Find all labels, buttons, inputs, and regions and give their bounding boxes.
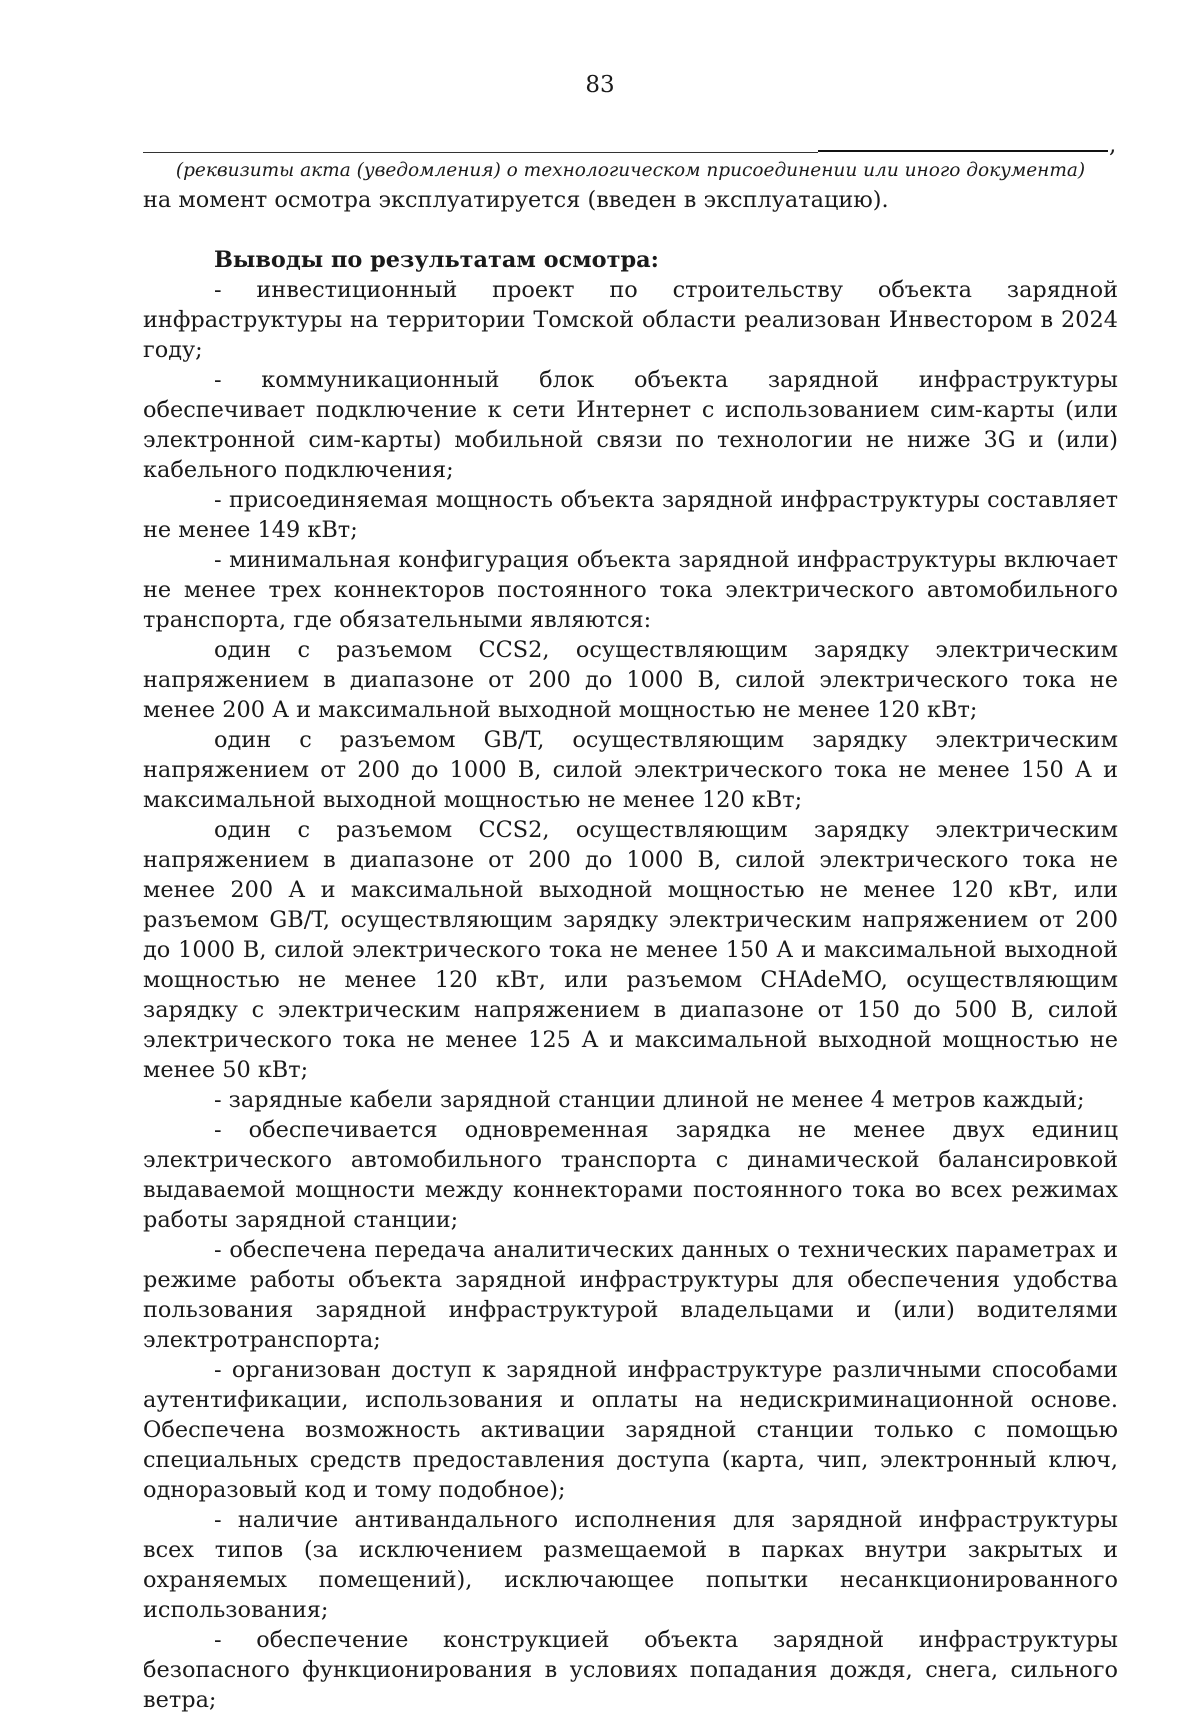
paragraph: - зарядные кабели зарядной станции длиной не менее 4 метров каждый; xyxy=(214,1087,1085,1113)
requisites-comma: , xyxy=(1109,132,1117,158)
document-body xyxy=(143,185,1118,1715)
section-heading: Выводы по результатам осмотра: xyxy=(214,247,659,273)
paragraph: - обеспечивается одновременная зарядка не менее двух единиц электрического автомобильного транспорта с динамической балансировкой выдаваемой мощности между коннекторами постоянного тока во всех режимах работы зарядной станции; xyxy=(143,1117,1118,1233)
paragraph: один с разъемом CCS2, осуществляющим зарядку электрическим напряжением в диапазоне от 200 до 1000 В, силой электрического тока не менее 200 А и максимальной выходной мощностью не менее 120 кВт, или разъемом GB/T, осуществляющим зарядку электрическим напряжением от 200 до 1000 В, силой электрического тока не менее 150 А и максимальной выходной мощностью не менее 120 кВт, или разъемом CHAdeMO, осуществляющим зарядку с электрическим напряжением в диапазоне от 150 до 500 В, силой электрического тока не менее 125 А и максимальной выходной мощностью не менее 50 кВт; xyxy=(143,817,1118,1083)
page-number: 83 xyxy=(585,72,615,98)
paragraph: - обеспечение конструкцией объекта зарядной инфраструктуры безопасного функционирования в условиях попадания дождя, снега, сильного ветра; xyxy=(143,1627,1118,1713)
paragraph: один с разъемом GB/T, осуществляющим зарядку электрическим напряжением от 200 до 1000 В, силой электрического тока не менее 150 А и максимальной выходной мощностью не менее 120 кВт; xyxy=(143,727,1118,813)
requisites-blank-line xyxy=(143,132,1118,158)
intro-line: на момент осмотра эксплуатируется (введен в эксплуатацию). xyxy=(143,187,889,213)
paragraph: - присоединяемая мощность объекта зарядной инфраструктуры составляет не менее 149 кВт; xyxy=(143,487,1118,543)
paragraph: - коммуникационный блок объекта зарядной инфраструктуры обеспечивает подключение к сети Интернет с использованием сим-карты (или электронной сим-карты) мобильной связи по технологии не ниже 3G и (или) кабельного подключения; xyxy=(143,367,1118,483)
paragraph: - наличие антивандального исполнения для зарядной инфраструктуры всех типов (за исключением размещаемой в парках внутри закрытых и охраняемых помещений), исключающее попытки несанкционированного использования; xyxy=(143,1507,1118,1623)
paragraph: - инвестиционный проект по строительству объекта зарядной инфраструктуры на территории Томской области реализован Инвестором в 2024 году; xyxy=(143,277,1118,363)
paragraph: - обеспечена передача аналитических данных о технических параметрах и режиме работы объекта зарядной инфраструктуры для обеспечения удобства пользования зарядной инфраструктурой владельцами и (или) водителями электротранспорта; xyxy=(143,1237,1118,1353)
paragraph: один с разъемом CCS2, осуществляющим зарядку электрическим напряжением в диапазоне от 200 до 1000 В, силой электрического тока не менее 200 А и максимальной выходной мощностью не менее 120 кВт; xyxy=(143,637,1118,723)
requisites-underline-filled xyxy=(818,150,1108,152)
requisites-caption: (реквизиты акта (уведомления) о технологическом присоединении или иного документа) xyxy=(175,160,1086,181)
paragraph: - минимальная конфигурация объекта зарядной инфраструктуры включает не менее трех коннекторов постоянного тока электрического автомобильного транспорта, где обязательными являются: xyxy=(143,547,1118,633)
requisites-underline xyxy=(143,152,818,153)
paragraph: - организован доступ к зарядной инфраструктуре различными способами аутентификации, использования и оплаты на недискриминационной основе. Обеспечена возможность активации зарядной станции только с помощью специальных средств предоставления доступа (карта, чип, электронный ключ, одноразовый код и тому подобное); xyxy=(143,1357,1118,1503)
